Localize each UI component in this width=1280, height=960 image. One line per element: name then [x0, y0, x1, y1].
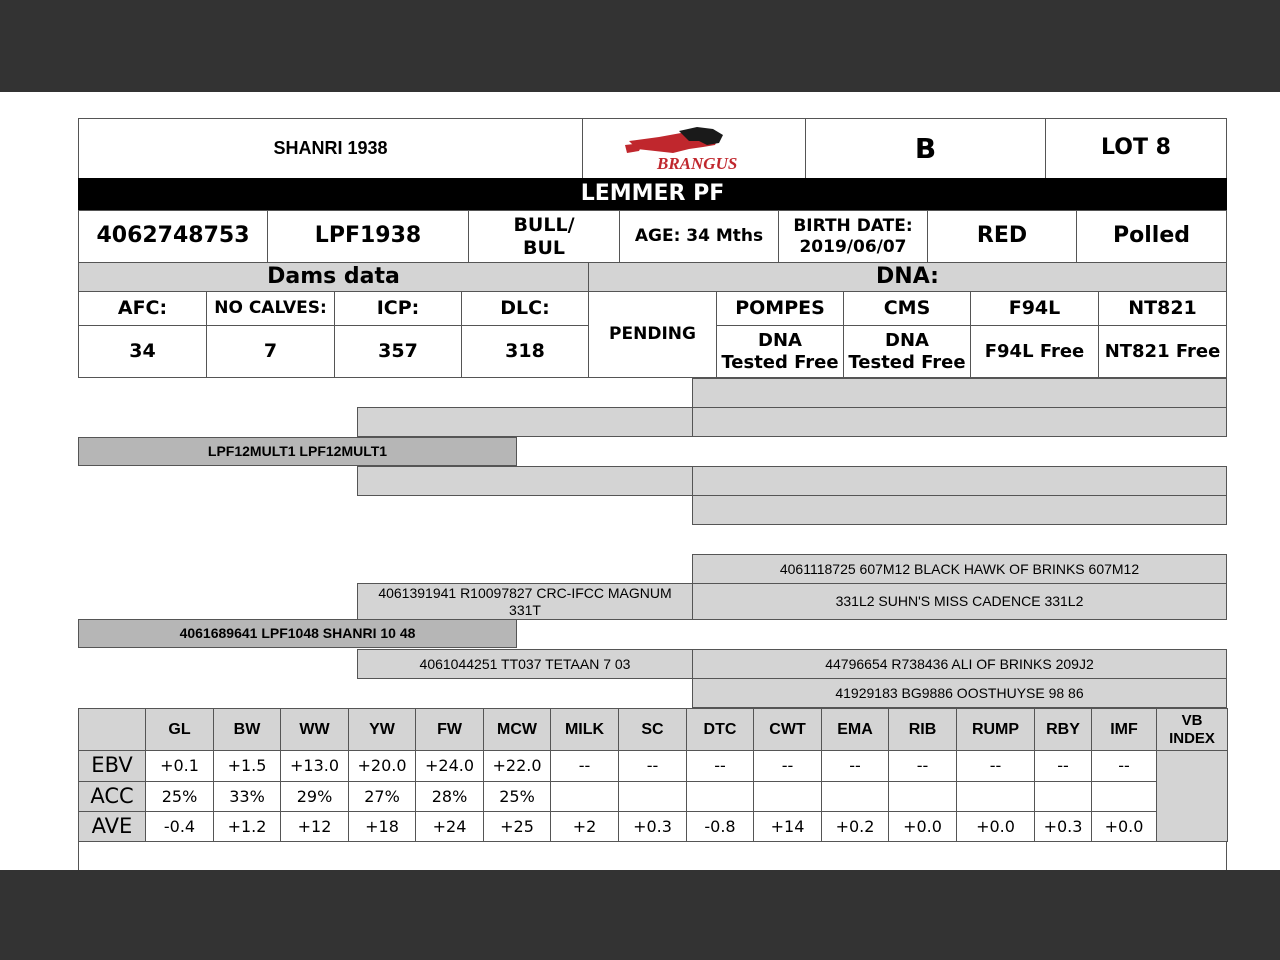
svg-text:BRANGUS: BRANGUS: [657, 153, 738, 173]
ebv-header-mcw: MCW: [483, 708, 551, 751]
dams-value-dlc: 318: [461, 325, 589, 378]
ebv-acc-rump: [956, 781, 1035, 812]
ebv-header-rump: RUMP: [956, 708, 1035, 751]
ebv-header-ww: WW: [280, 708, 349, 751]
ebv-ebv-ema: --: [821, 750, 889, 782]
tag-number: LPF1938: [267, 210, 469, 263]
ebv-acc-fw: 28%: [415, 781, 484, 812]
ebv-ebv-ww: +13.0: [280, 750, 349, 782]
ebv-header-bw: BW: [213, 708, 281, 751]
ebv-acc-gl: 25%: [145, 781, 214, 812]
ebv-ebv-bw: +1.5: [213, 750, 281, 782]
sire-dam-sire: [692, 466, 1227, 496]
ebv-header-sc: SC: [618, 708, 687, 751]
ebv-acc-rby: [1034, 781, 1092, 812]
dams-value-no-calves: 7: [206, 325, 335, 378]
breeder-bar: LEMMER PF: [78, 178, 1227, 210]
ebv-ebv-rib: --: [888, 750, 957, 782]
ebv-ave-rib: +0.0: [888, 811, 957, 842]
ebv-header-dtc: DTC: [686, 708, 754, 751]
dna-status: PENDING: [588, 291, 717, 378]
ebv-acc-milk: [550, 781, 619, 812]
ebv-ave-ww: +12: [280, 811, 349, 842]
ebv-header-milk: MILK: [550, 708, 619, 751]
ebv-acc-dtc: [686, 781, 754, 812]
ebv-acc-ema: [821, 781, 889, 812]
dna-value-cms: DNA Tested Free: [843, 325, 971, 378]
ebv-ave-rby: +0.3: [1034, 811, 1092, 842]
ebv-ebv-yw: +20.0: [348, 750, 416, 782]
ebv-header-rby: RBY: [1034, 708, 1092, 751]
ebv-acc-bw: 33%: [213, 781, 281, 812]
ebv-ave-milk: +2: [550, 811, 619, 842]
ebv-ave-cwt: +14: [753, 811, 822, 842]
age: AGE: 34 Mths: [619, 210, 779, 263]
dna-header-cms: CMS: [843, 291, 971, 326]
ebv-table: [78, 708, 1227, 843]
horn-status: Polled: [1076, 210, 1227, 263]
brangus-logo: [582, 118, 806, 179]
dams-value-icp: 357: [334, 325, 462, 378]
ebv-ebv-imf: --: [1091, 750, 1157, 782]
ebv-ebv-fw: +24.0: [415, 750, 484, 782]
pedigree-card: [0, 92, 1280, 870]
ebv-header-yw: YW: [348, 708, 416, 751]
lot-number: LOT 8: [1045, 118, 1227, 179]
id-number: 4062748753: [78, 210, 268, 263]
dams-header-icp: ICP:: [334, 291, 462, 326]
dna-header-f94l: F94L: [970, 291, 1099, 326]
ebv-ave-imf: +0.0: [1091, 811, 1157, 842]
dna-value-nt821: NT821 Free: [1098, 325, 1227, 378]
dna-title: DNA:: [588, 262, 1227, 292]
sire-dam-dam: [692, 495, 1227, 525]
ebv-ebv-milk: --: [550, 750, 619, 782]
dna-header-pompes: POMPES: [716, 291, 844, 326]
ebv-acc-ww: 29%: [280, 781, 349, 812]
dams-header-no-calves: NO CALVES:: [206, 291, 335, 326]
ebv-header-fw: FW: [415, 708, 484, 751]
birth-date-cell: [778, 210, 928, 263]
dam-dam: 4061044251 TT037 TETAAN 7 03: [357, 649, 693, 679]
grade: B: [805, 118, 1046, 179]
sire-dam: [357, 466, 693, 496]
ebv-row-label: AVE: [78, 811, 146, 842]
ebv-acc-rib: [888, 781, 957, 812]
ebv-header-vb-index: VB INDEX: [1156, 708, 1228, 751]
sire: LPF12MULT1 LPF12MULT1: [78, 437, 517, 466]
ebv-header-cwt: CWT: [753, 708, 822, 751]
ebv-acc-yw: 27%: [348, 781, 416, 812]
dam-sire: 4061391941 R10097827 CRC-IFCC MAGNUM 331T: [357, 583, 693, 620]
sex: BULL/ BUL: [468, 210, 620, 263]
ebv-acc-imf: [1091, 781, 1157, 812]
ebv-header-imf: IMF: [1091, 708, 1157, 751]
footer-row: [78, 841, 1227, 870]
dams-title: Dams data: [78, 262, 589, 292]
dams-value-afc: 34: [78, 325, 207, 378]
ebv-ave-dtc: -0.8: [686, 811, 754, 842]
sire-sire-dam: [692, 407, 1227, 437]
ebv-ave-fw: +24: [415, 811, 484, 842]
ebv-acc-sc: [618, 781, 687, 812]
ebv-acc-mcw: 25%: [483, 781, 551, 812]
dna-value-f94l: F94L Free: [970, 325, 1099, 378]
ebv-acc-cwt: [753, 781, 822, 812]
ebv-ave-mcw: +25: [483, 811, 551, 842]
ebv-row-label: ACC: [78, 781, 146, 812]
dna-value-pompes: DNA Tested Free: [716, 325, 844, 378]
ebv-ave-sc: +0.3: [618, 811, 687, 842]
dam-sire-dam: 331L2 SUHN'S MISS CADENCE 331L2: [692, 583, 1227, 620]
ebv-ave-bw: +1.2: [213, 811, 281, 842]
bull-logo-icon: [619, 123, 769, 175]
birth-date-label: BIRTH DATE:: [793, 216, 913, 237]
ebv-ave-gl: -0.4: [145, 811, 214, 842]
sire-sire-sire: [692, 378, 1227, 408]
ebv-header-ema: EMA: [821, 708, 889, 751]
ebv-ebv-sc: --: [618, 750, 687, 782]
ebv-row-label: EBV: [78, 750, 146, 782]
ebv-ebv-rby: --: [1034, 750, 1092, 782]
ebv-ave-rump: +0.0: [956, 811, 1035, 842]
ebv-header-gl: GL: [145, 708, 214, 751]
birth-date: 2019/06/07: [799, 236, 907, 257]
dams-header-dlc: DLC:: [461, 291, 589, 326]
dam-sire-sire: 4061118725 607M12 BLACK HAWK OF BRINKS 607M12: [692, 554, 1227, 584]
ebv-ebv-cwt: --: [753, 750, 822, 782]
ebv-ebv-mcw: +22.0: [483, 750, 551, 782]
ebv-vb-index-value: [1156, 750, 1228, 842]
color: RED: [927, 210, 1077, 263]
dam: 4061689641 LPF1048 SHANRI 10 48: [78, 619, 517, 648]
ebv-ebv-gl: +0.1: [145, 750, 214, 782]
dam-dam-sire: 44796654 R738436 ALI OF BRINKS 209J2: [692, 649, 1227, 679]
animal-name: SHANRI 1938: [78, 118, 583, 179]
ebv-corner: [78, 708, 146, 751]
ebv-ave-yw: +18: [348, 811, 416, 842]
sire-sire: [357, 407, 693, 437]
ebv-header-rib: RIB: [888, 708, 957, 751]
ebv-ave-ema: +0.2: [821, 811, 889, 842]
ebv-ebv-dtc: --: [686, 750, 754, 782]
dna-header-nt821: NT821: [1098, 291, 1227, 326]
ebv-ebv-rump: --: [956, 750, 1035, 782]
dam-dam-dam: 41929183 BG9886 OOSTHUYSE 98 86: [692, 678, 1227, 708]
dams-header-afc: AFC:: [78, 291, 207, 326]
